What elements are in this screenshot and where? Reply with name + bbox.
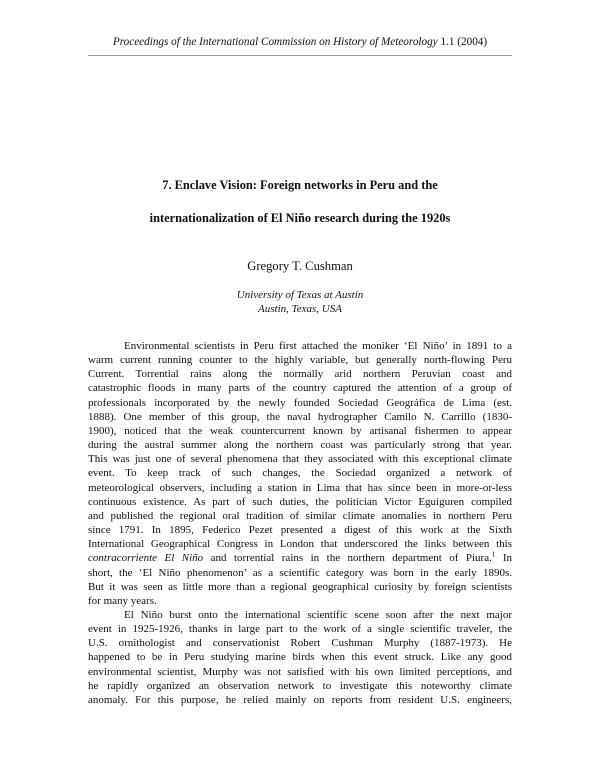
body-text (88, 339, 512, 707)
paragraph-1 (88, 339, 512, 608)
journal-volume: 1.1 (2004) (440, 36, 488, 48)
article-title-line-1: 7. Enclave Vision: Foreign networks in Peru and the (162, 178, 438, 192)
p2-line-6: he rapidly organized an observation network to investigate this noteworthy climate (88, 679, 512, 692)
footnote-marker[interactable]: 1 (491, 550, 496, 559)
author-affiliation: University of Texas at Austin (236, 289, 364, 301)
p1-line-17: short, the ‘El Niño phenomenon’ as a scientific category was born in the early 1890s. (88, 566, 512, 579)
author-location: Austin, Texas, USA (258, 303, 342, 315)
p1-line-7: 1900), noticed that the weak countercurrent known by artisanal fishermen to appear (88, 424, 512, 437)
p2-line-1: El Niño burst onto the international scientific scene soon after the next major (124, 608, 512, 621)
italic-term: contracorriente El Niño (88, 552, 204, 565)
p1-line-18: But it was seen as little more than a regional geographical curiosity by foreign scientists (88, 580, 512, 593)
p1-line-16 (88, 551, 512, 565)
paragraph-2 (88, 608, 512, 707)
p2-line-5: environmental scientist, Murphy was not satisfied with his own limited perceptions, and (88, 665, 512, 678)
p1-line-16-tail: In (495, 552, 512, 565)
p1-line-2: warm current running counter to the highly variable, but generally north-flowing Peru (88, 354, 512, 367)
author-name: Gregory T. Cushman (247, 259, 353, 273)
p1-line-6: 1888). One member of this group, the naval hydrographer Camilo N. Carrillo (1830- (88, 410, 512, 423)
p2-line-7: anomaly. For this purpose, he relied mainly on reports from resident U.S. engineers, (88, 693, 512, 706)
header-rule (88, 55, 512, 56)
article-title-line-2: internationalization of El Niño research during the 1920s (149, 211, 451, 225)
p1-line-4: catastrophic floods in many parts of the country captured the attention of a group of (88, 382, 512, 395)
p1-line-12: continuous existence. As part of such duties, the politician Victor Eguiguren compiled (88, 495, 512, 508)
p1-line-8: during the austral summer along the northern coast was particularly strong that year. (88, 439, 512, 452)
p1-line-3: Current. Torrential rains along the normally arid northern Peruvian coast and (88, 368, 512, 381)
p1-line-1: Environmental scientists in Peru first attached the moniker ‘El Niño’ in 1891 to a (124, 340, 512, 352)
p2-line-3: U.S. ornithologist and conservationist Robert Cushman Murphy (1887-1973). He (88, 637, 512, 650)
p2-line-4: happened to be in Peru studying marine birds when this event struck. Like any good (88, 651, 512, 664)
p1-line-19: for many years. (88, 594, 157, 607)
journal-name: Proceedings of the International Commission on History of Meteorology (112, 36, 438, 48)
p1-line-14: since 1791. In 1895, Federico Pezet presented a digest of this work at the Sixth (88, 524, 512, 537)
p1-line-9: This was just one of several phenomena that they associated with this exceptional climate (88, 453, 512, 466)
p1-line-11: meteorological observers, including a station in Lima that has since been in more-or-less (88, 481, 512, 494)
p1-line-5: professionals incorporated by the newly founded Sociedad Geográfica de Lima (est. (88, 396, 512, 409)
p2-line-2: event in 1925-1926, thanks in large part to the work of a single scientific traveler, the (88, 623, 512, 636)
p1-line-16-text: and torrential rains in the northern department of Piura. (203, 552, 492, 565)
p1-line-15: International Geographical Congress in London that underscored the links between this (88, 538, 512, 551)
running-head (88, 36, 512, 48)
p1-line-13: and published the regional oral tradition of similar climate anomalies in northern Peru (88, 509, 512, 522)
p1-line-10: event. To keep track of such changes, the Sociedad organized a network of (88, 467, 512, 480)
